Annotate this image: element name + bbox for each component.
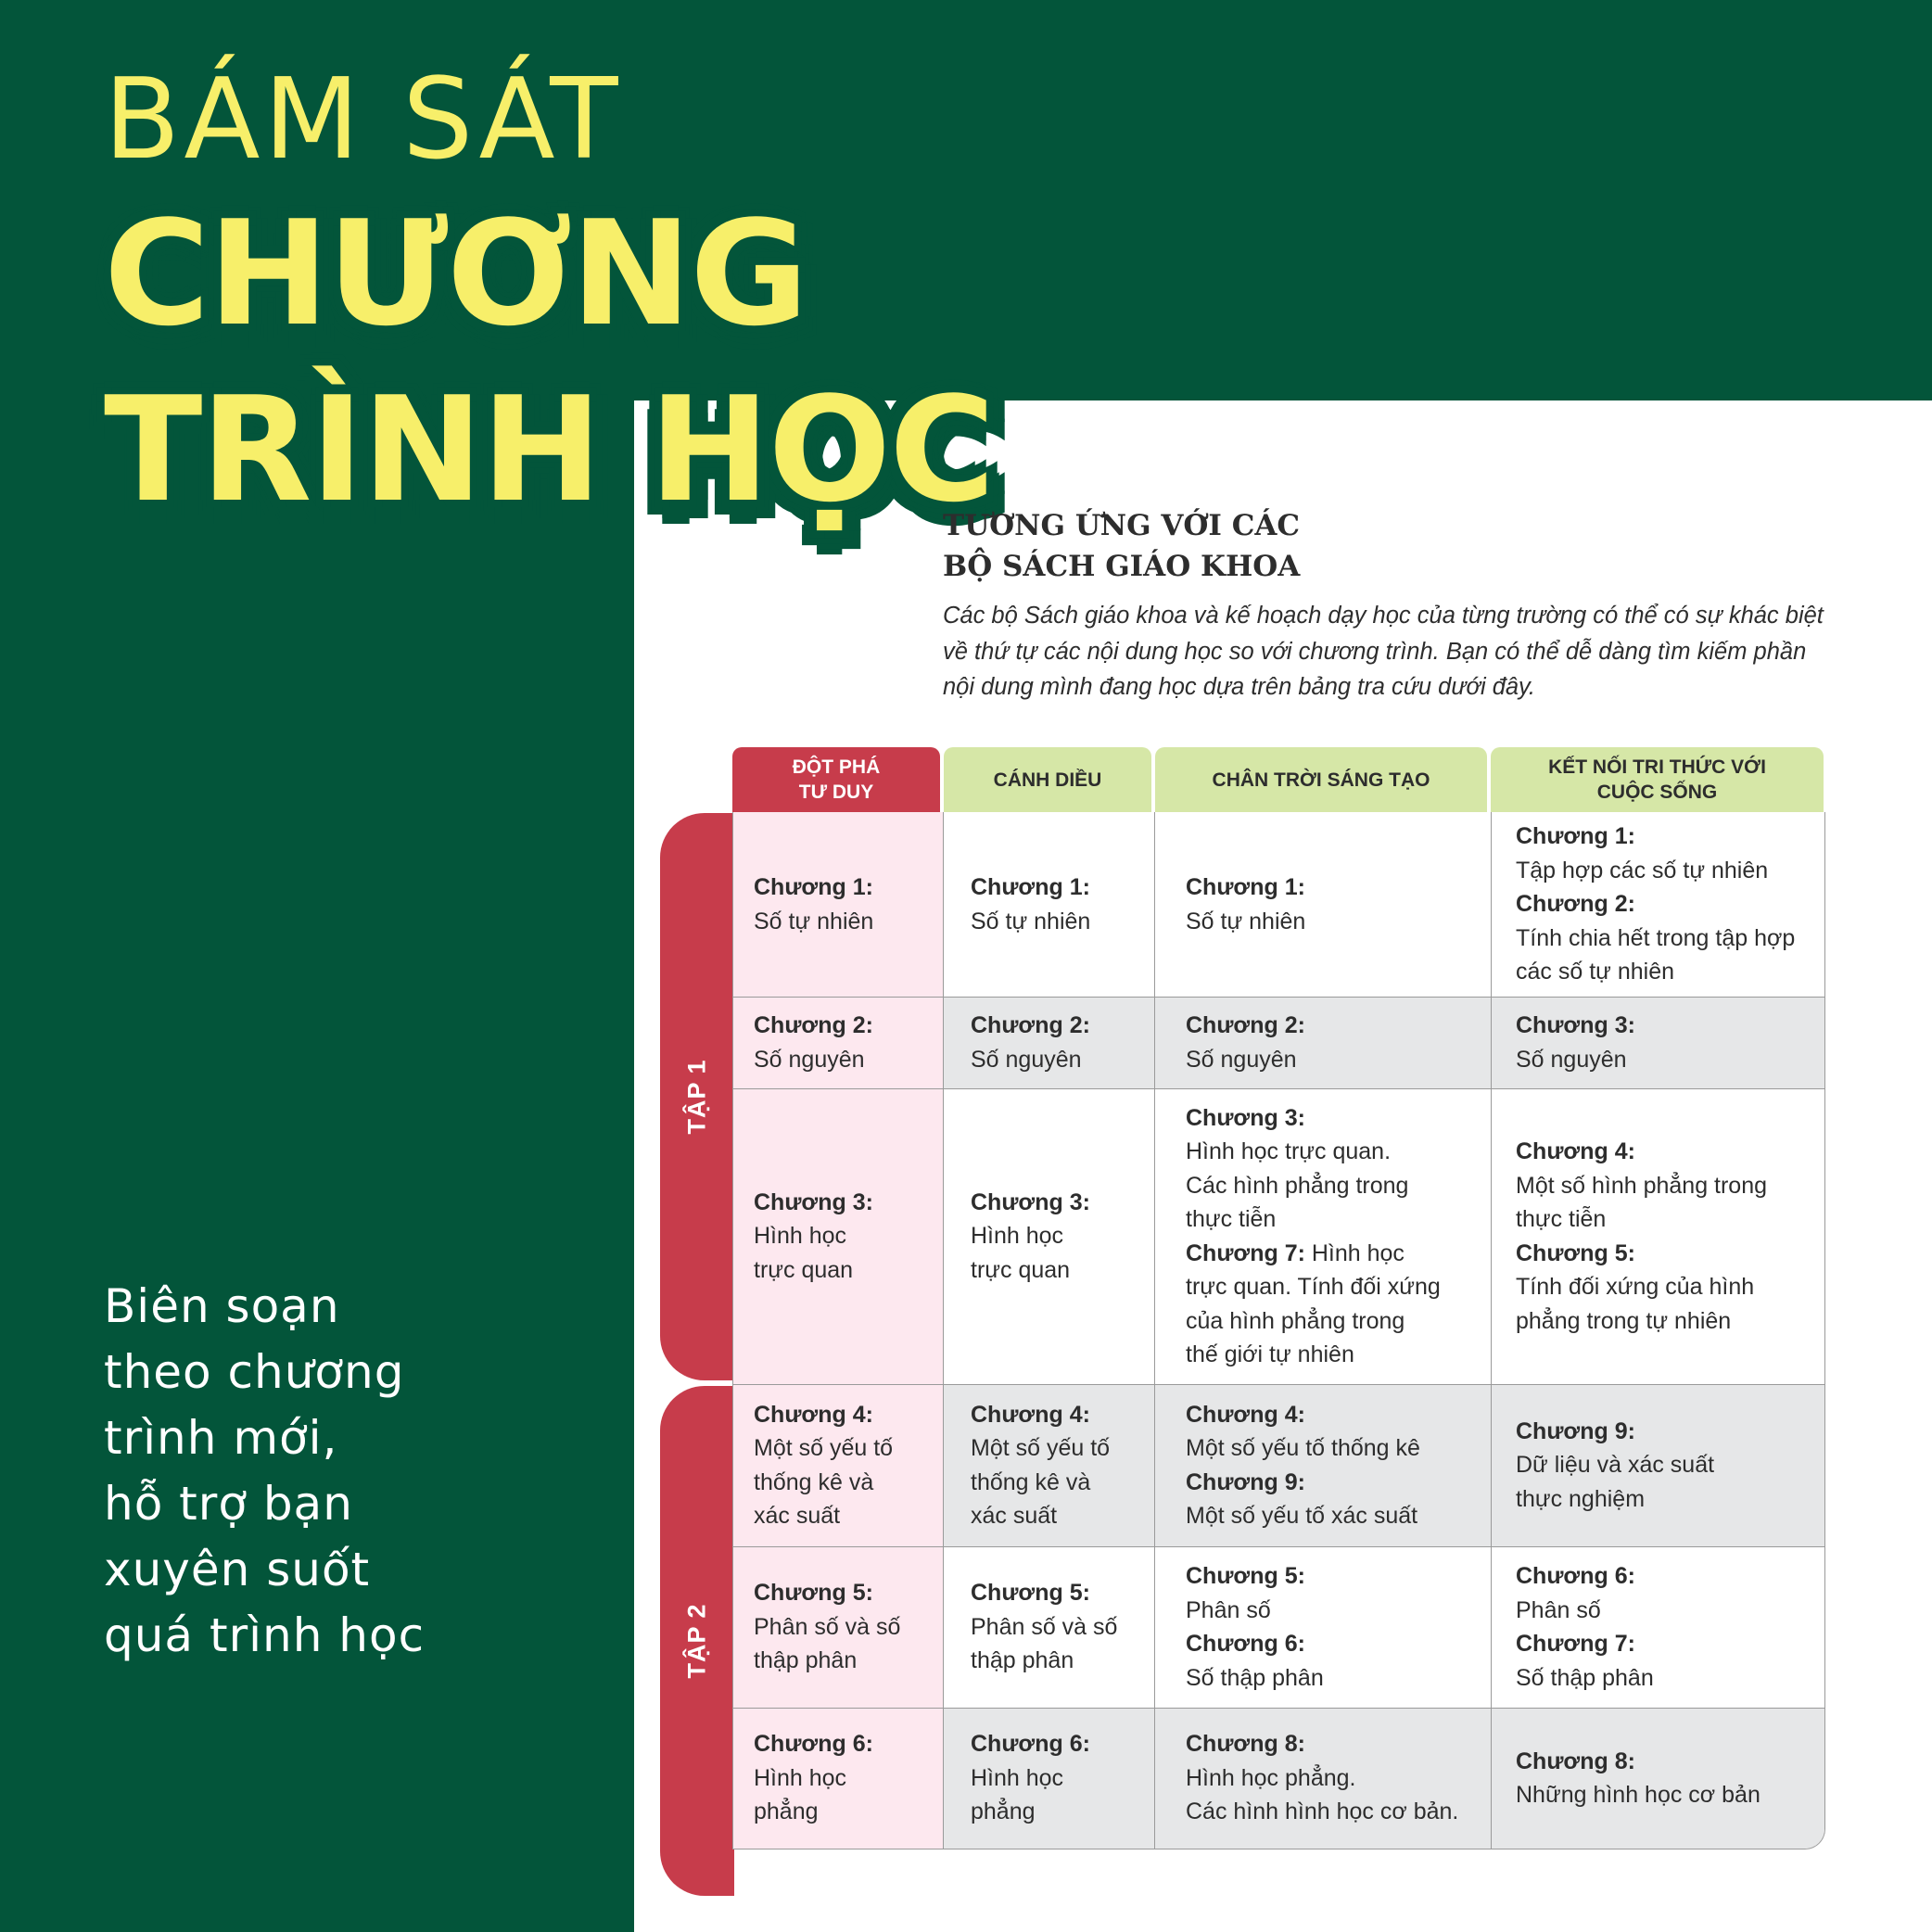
table-cell xyxy=(1186,812,1484,997)
chapter-number: Chương 4: xyxy=(754,1401,873,1428)
chapter-number: Chương 6: xyxy=(754,1731,873,1758)
volume-label: TẬP 1 xyxy=(682,1059,711,1135)
table-cell xyxy=(1516,812,1819,997)
table-cell xyxy=(971,1546,1149,1708)
tagline-line: Biên soạn xyxy=(104,1279,340,1333)
chapter-title: Một số yếu tố thống kê và xác suất xyxy=(971,1435,1111,1529)
table-cell xyxy=(1516,1088,1819,1384)
chapter-title: Một số yếu tố thống kê xyxy=(1186,1435,1420,1461)
chapter-entry xyxy=(1186,1237,1484,1372)
volume-tab-2 xyxy=(660,1386,734,1896)
chapter-title: Dữ liệu và xác suất thực nghiệm xyxy=(1516,1452,1715,1512)
table-cell xyxy=(971,1708,1149,1849)
chapter-number: Chương 7: xyxy=(1516,1631,1635,1657)
chapter-title: Phân số và số thập phân xyxy=(754,1613,901,1674)
tagline-line: trình mới, xyxy=(104,1411,338,1465)
table-cell xyxy=(754,812,937,997)
chapter-number: Chương 4: xyxy=(971,1401,1090,1428)
tagline-line: quá trình học xyxy=(104,1608,426,1662)
chapter-title: Số tự nhiên xyxy=(754,908,874,934)
table-cell xyxy=(754,1384,937,1546)
chapter-number: Chương 6: xyxy=(971,1731,1090,1758)
header-ket-noi-tri-thuc xyxy=(1491,747,1824,812)
headline-line-2: CHƯƠNG xyxy=(104,189,807,358)
column-divider xyxy=(1154,812,1155,1849)
header-label: CHÂN TRỜI SÁNG TẠO xyxy=(1212,769,1430,791)
chapter-number: Chương 2: xyxy=(1516,891,1635,918)
chapter-title: Tập hợp các số tự nhiên xyxy=(1516,857,1769,883)
chapter-number: Chương 1: xyxy=(1516,823,1635,850)
chapter-number: Chương 3: xyxy=(971,1188,1090,1215)
chapter-number: Chương 5: xyxy=(971,1580,1090,1607)
chapter-title: Số thập phân xyxy=(1516,1664,1654,1691)
table-cell xyxy=(754,1708,937,1849)
chapter-title: Số tự nhiên xyxy=(1186,908,1306,934)
table-cell xyxy=(1516,997,1819,1088)
table-cell xyxy=(1516,1384,1819,1546)
chapter-title: Số tự nhiên xyxy=(971,908,1091,934)
table-cell xyxy=(754,997,937,1088)
chapter-title: Hình học trực quan xyxy=(971,1223,1071,1283)
chapter-title: Hình học phẳng xyxy=(971,1764,1064,1825)
chapter-title: Hình học phẳng. Các hình hình học cơ bản. xyxy=(1186,1764,1459,1825)
chapter-number: Chương 1: xyxy=(971,874,1090,900)
table-body xyxy=(732,812,1825,1849)
table-cell xyxy=(971,997,1149,1088)
chapter-title: Một số yếu tố thống kê và xác suất xyxy=(754,1435,894,1529)
chapter-title: Một số hình phẳng trong thực tiễn xyxy=(1516,1172,1768,1232)
tagline-line: xuyên suốt xyxy=(104,1543,371,1596)
table-cell xyxy=(971,1088,1149,1384)
chapter-title: Phân số và số thập phân xyxy=(971,1613,1118,1674)
chapter-number: Chương 7: xyxy=(1186,1239,1305,1266)
table-cell xyxy=(1186,1708,1484,1849)
volume-label: TẬP 2 xyxy=(682,1603,711,1679)
table-cell xyxy=(971,1384,1149,1546)
chapter-number: Chương 2: xyxy=(754,1012,873,1038)
section-title-line-2: BỘ SÁCH GIÁO KHOA xyxy=(943,550,1301,583)
tagline xyxy=(104,1274,549,1669)
table-cell xyxy=(1516,1708,1819,1849)
chapter-title: Số nguyên xyxy=(971,1046,1082,1073)
header-label: CÁNH DIỀU xyxy=(993,769,1102,791)
column-divider xyxy=(1491,812,1492,1849)
chapter-title: Tính đối xứng của hình phẳng trong tự nhiên xyxy=(1516,1274,1755,1334)
chapter-title: Hình học trực quan. Các hình phẳng trong thực tiễn xyxy=(1186,1138,1409,1232)
chapter-number: Chương 6: xyxy=(1186,1631,1305,1657)
chapter-number: Chương 9: xyxy=(1516,1417,1635,1444)
headline-line-3: TRÌNH HỌC xyxy=(104,365,994,534)
chapter-number: Chương 3: xyxy=(1516,1012,1635,1038)
chapter-number: Chương 3: xyxy=(754,1188,873,1215)
chapter-number: Chương 3: xyxy=(1186,1104,1305,1131)
chapter-title: Một số yếu tố xác suất xyxy=(1186,1503,1418,1529)
tagline-line: theo chương xyxy=(104,1345,405,1399)
chapter-number: Chương 5: xyxy=(754,1580,873,1607)
header-chan-troi-sang-tao xyxy=(1155,747,1487,812)
chapter-title: Hình học trực quan. Tính đối xứng của hình phẳng trong thế giới tự nhiên xyxy=(1186,1239,1441,1367)
chapter-title: Số nguyên xyxy=(1516,1046,1627,1073)
volume-tab-1 xyxy=(660,813,734,1380)
table-cell xyxy=(1186,1088,1484,1384)
table-cell xyxy=(754,1088,937,1384)
chapter-number: Chương 5: xyxy=(1186,1563,1305,1589)
chapter-title: Phân số xyxy=(1516,1596,1601,1623)
chapter-number: Chương 5: xyxy=(1516,1239,1635,1266)
table-cell xyxy=(971,812,1149,997)
chapter-title: Tính chia hết trong tập hợp các số tự nhiên xyxy=(1516,924,1796,985)
header-label: KẾT NỐI TRI THỨC VỚI CUỘC SỐNG xyxy=(1548,756,1766,803)
chapter-number: Chương 9: xyxy=(1186,1468,1305,1495)
header-label: ĐỘT PHÁ TƯ DUY xyxy=(792,756,881,803)
column-divider xyxy=(943,812,944,1849)
table-cell xyxy=(1186,1546,1484,1708)
chapter-title: Số nguyên xyxy=(1186,1046,1297,1073)
table-cell xyxy=(754,1546,937,1708)
chapter-title: Hình học phẳng xyxy=(754,1764,847,1825)
chapter-title: Phân số xyxy=(1186,1596,1271,1623)
chapter-number: Chương 8: xyxy=(1186,1731,1305,1758)
section-title xyxy=(943,505,1300,587)
table-cell xyxy=(1186,1384,1484,1546)
chapter-number: Chương 1: xyxy=(1186,874,1305,900)
table-cell xyxy=(1516,1546,1819,1708)
chapter-title: Những hình học cơ bản xyxy=(1516,1782,1760,1808)
tagline-line: hỗ trợ bạn xyxy=(104,1477,353,1531)
chapter-number: Chương 4: xyxy=(1186,1401,1305,1428)
headline-line-1: BÁM SÁT xyxy=(104,56,622,184)
header-canh-dieu xyxy=(944,747,1151,812)
chapter-title: Hình học trực quan xyxy=(754,1223,854,1283)
section-title-line-1: TƯƠNG ỨNG VỚI CÁC xyxy=(943,509,1301,542)
headline xyxy=(104,56,994,538)
chapter-number: Chương 6: xyxy=(1516,1563,1635,1589)
chapter-title: Số nguyên xyxy=(754,1046,865,1073)
header-dot-pha-tu-duy xyxy=(732,747,940,812)
section-description: Các bộ Sách giáo khoa và kế hoạch dạy học của từng trường có thể có sự khác biệt về thứ tự các nội dung học so với chương trình. Bạn có thể dễ dàng tìm kiếm phần nội dung mình đang học dựa trên bảng tra cứu dưới đây. xyxy=(943,603,1824,700)
chapter-number: Chương 8: xyxy=(1516,1748,1635,1774)
table-cell xyxy=(1186,997,1484,1088)
chapter-number: Chương 4: xyxy=(1516,1138,1635,1164)
chapter-number: Chương 2: xyxy=(1186,1012,1305,1038)
chapter-title: Số thập phân xyxy=(1186,1664,1324,1691)
chapter-number: Chương 1: xyxy=(754,874,873,900)
chapter-number: Chương 2: xyxy=(971,1012,1090,1038)
